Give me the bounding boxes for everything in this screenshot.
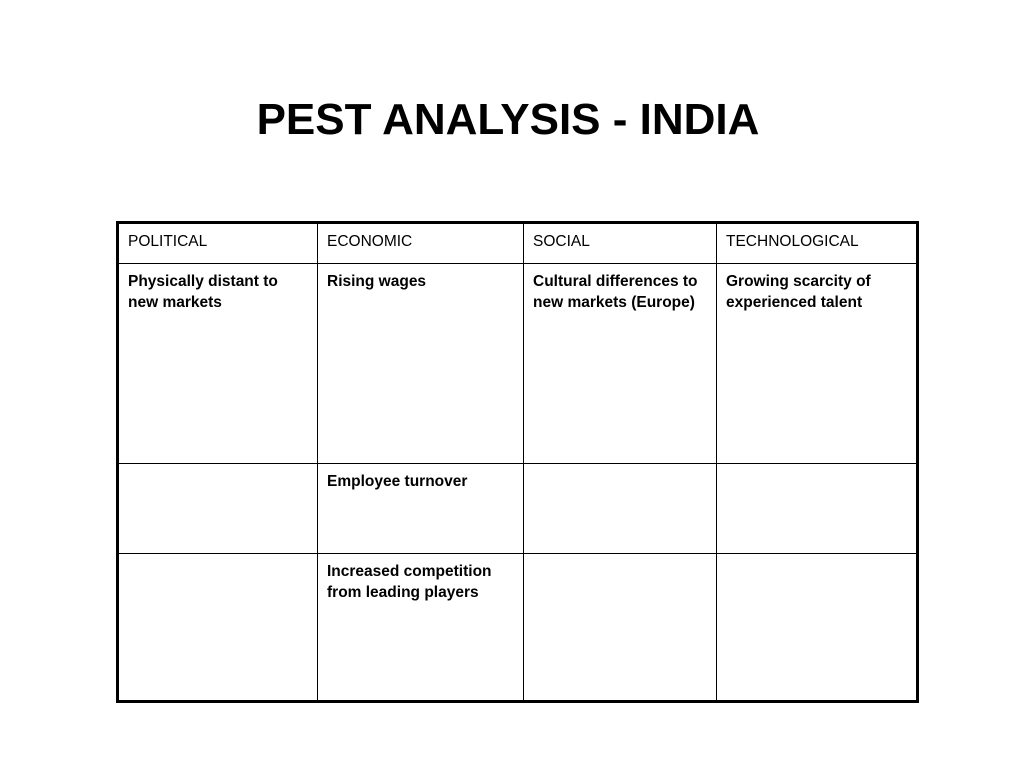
table-header-row	[118, 223, 918, 264]
slide-title: PEST ANALYSIS - INDIA	[256, 95, 760, 144]
header-political: POLITICAL	[118, 223, 318, 264]
table-cell	[524, 554, 717, 702]
header-technological: TECHNOLOGICAL	[717, 223, 918, 264]
table-cell	[717, 464, 918, 554]
pest-table	[116, 221, 919, 703]
table-cell: Employee turnover	[318, 464, 524, 554]
table-cell	[118, 464, 318, 554]
table-row	[118, 464, 918, 554]
table-cell	[717, 554, 918, 702]
table-cell: Increased competition from leading players	[318, 554, 524, 702]
table-cell	[524, 464, 717, 554]
header-social: SOCIAL	[524, 223, 717, 264]
table-cell	[118, 554, 318, 702]
table-cell: Rising wages	[318, 264, 524, 464]
table-row	[118, 554, 918, 702]
header-economic: ECONOMIC	[318, 223, 524, 264]
table-cell: Cultural differences to new markets (Europe)	[524, 264, 717, 464]
table-row	[118, 264, 918, 464]
table-cell: Physically distant to new markets	[118, 264, 318, 464]
table-cell: Growing scarcity of experienced talent	[717, 264, 918, 464]
